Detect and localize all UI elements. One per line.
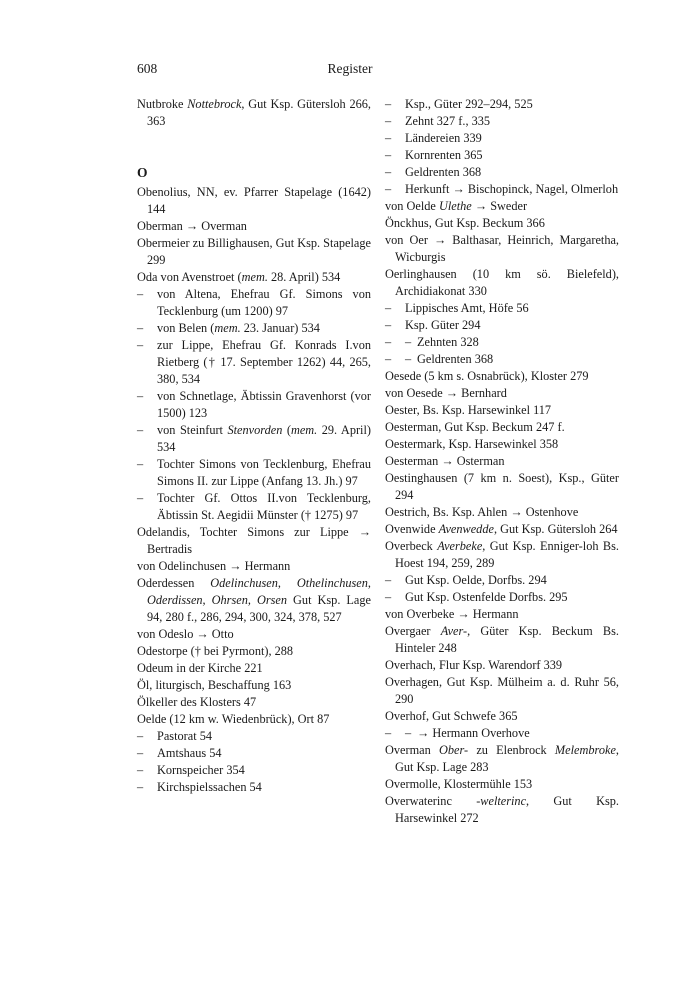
index-entry: Öl, liturgisch, Beschaffung 163 bbox=[137, 678, 292, 692]
index-entry: Ovenwide Avenwedde, Gut Ksp. Gütersloh 264 bbox=[385, 522, 618, 536]
index-subentry: – Ksp. Güter 294 bbox=[385, 318, 481, 332]
index-entry: Oestinghausen (7 km n. Soest), Ksp., Güter 294 bbox=[385, 471, 619, 502]
index-entry: Oester, Bs. Ksp. Harsewinkel 117 bbox=[385, 403, 552, 417]
page-number: 608 bbox=[137, 61, 158, 76]
index-subentry: – Kornrenten 365 bbox=[385, 148, 483, 162]
index-subentry: – Amtshaus 54 bbox=[137, 746, 222, 760]
index-entry: von Oelde Ulethe → Sweder bbox=[385, 199, 528, 213]
index-subentry: – Lippisches Amt, Höfe 56 bbox=[385, 301, 529, 315]
index-subentry: – von Altena, Ehefrau Gf. Simons von Tecklenburg (um 1200) 97 bbox=[137, 287, 371, 318]
index-subentry: – Herkunft → Bischopinck, Nagel, Olmerloh bbox=[385, 182, 619, 196]
index-entry: Odelandis, Tochter Simons zur Lippe → Bertradis bbox=[137, 525, 371, 556]
index-subentry: – zur Lippe, Ehefrau Gf. Konrads I.von Rietberg († 17. September 1262) 44, 265, 380, 534 bbox=[137, 338, 371, 386]
index-column-left bbox=[137, 96, 371, 796]
index-entry: Oberman → Overman bbox=[137, 219, 247, 233]
index-entry: Overbeck Averbeke, Gut Ksp. Enniger-loh Bs. Hoest 194, 259, 289 bbox=[385, 539, 619, 570]
index-entry: von Oer → Balthasar, Heinrich, Margaretha, Wicburgis bbox=[385, 233, 619, 264]
index-entry: Oestermark, Ksp. Harsewinkel 358 bbox=[385, 437, 559, 451]
index-subentry: – von Schnetlage, Äbtissin Gravenhorst (vor 1500) 123 bbox=[137, 389, 371, 420]
index-entry: Oda von Avenstroet (mem. 28. April) 534 bbox=[137, 270, 341, 284]
index-subentry: – von Steinfurt Stenvorden (mem. 29. April) 534 bbox=[137, 423, 371, 454]
index-entry: Overwaterinc -welterinc, Gut Ksp. Harsewinkel 272 bbox=[385, 794, 619, 825]
index-entry: Oelde (12 km w. Wiedenbrück), Ort 87 bbox=[137, 712, 330, 726]
index-subsubentry: – – → Hermann Overhove bbox=[385, 726, 530, 740]
index-subentry: – Tochter Gf. Ottos II.von Tecklenburg, Äbtissin St. Aegidii Münster († 1275) 97 bbox=[137, 491, 371, 522]
index-entry: Oestrich, Bs. Ksp. Ahlen → Ostenhove bbox=[385, 505, 579, 519]
index-subentry: – Geldrenten 368 bbox=[385, 165, 482, 179]
index-entry: Oesede (5 km s. Osnabrück), Kloster 279 bbox=[385, 369, 589, 383]
running-head: Register bbox=[327, 61, 373, 76]
section-letter: O bbox=[137, 165, 148, 180]
index-entry: Overhof, Gut Schwefe 365 bbox=[385, 709, 518, 723]
index-entry: von Oesede → Bernhard bbox=[385, 386, 507, 400]
index-entry: von Overbeke → Hermann bbox=[385, 607, 519, 621]
index-entry: Oesterman → Osterman bbox=[385, 454, 505, 468]
index-entry: Odeum in der Kirche 221 bbox=[137, 661, 263, 675]
index-entry: Önckhus, Gut Ksp. Beckum 366 bbox=[385, 216, 545, 230]
index-entry: Overmolle, Klostermühle 153 bbox=[385, 777, 533, 791]
index-subentry: – Zehnt 327 f., 335 bbox=[385, 114, 491, 128]
index-entry: Obenolius, NN, ev. Pfarrer Stapelage (1642) 144 bbox=[137, 185, 371, 216]
index-entry: von Odeslo → Otto bbox=[137, 627, 234, 641]
index-subsubentry: – – Geldrenten 368 bbox=[385, 352, 494, 366]
index-entry: von Odelinchusen → Hermann bbox=[137, 559, 291, 573]
index-subentry: – Kirchspielssachen 54 bbox=[137, 780, 262, 794]
index-entry: Oesterman, Gut Ksp. Beckum 247 f. bbox=[385, 420, 565, 434]
index-subentry: – Gut Ksp. Ostenfelde Dorfbs. 295 bbox=[385, 590, 568, 604]
index-entry: Oderdessen Odelinchusen, Othelinchusen, Oderdissen, Ohrsen, Orsen Gut Ksp. Lage 94, 280 f., 286, 294, 300, 324, 378, 527 bbox=[137, 576, 371, 624]
index-entry: Oerlinghausen (10 km sö. Bielefeld), Archidiakonat 330 bbox=[385, 267, 619, 298]
index-entry: Odestorpe († bei Pyrmont), 288 bbox=[137, 644, 294, 658]
index-entry: Overgaer Aver-, Güter Ksp. Beckum Bs. Hinteler 248 bbox=[385, 624, 619, 655]
index-subentry: – Pastorat 54 bbox=[137, 729, 212, 743]
index-subentry: – Kornspeicher 354 bbox=[137, 763, 245, 777]
index-subentry: – von Belen (mem. 23. Januar) 534 bbox=[137, 321, 320, 335]
index-column-right bbox=[385, 96, 619, 827]
index-subsubentry: – – Zehnten 328 bbox=[385, 335, 479, 349]
index-subentry: – Ksp., Güter 292–294, 525 bbox=[385, 97, 533, 111]
index-subentry: – Gut Ksp. Oelde, Dorfbs. 294 bbox=[385, 573, 547, 587]
index-subentry: – Ländereien 339 bbox=[385, 131, 482, 145]
index-subentry: – Tochter Simons von Tecklenburg, Ehefrau Simons II. zur Lippe (Anfang 13. Jh.) 97 bbox=[137, 457, 371, 488]
index-entry: Overman Ober- zu Elenbrock Melembroke, Gut Ksp. Lage 283 bbox=[385, 743, 619, 774]
index-entry: Ölkeller des Klosters 47 bbox=[137, 695, 257, 709]
index-entry: Overhach, Flur Ksp. Warendorf 339 bbox=[385, 658, 563, 672]
index-entry: Nutbroke Nottebrock, Gut Ksp. Gütersloh 266, 363 bbox=[137, 97, 371, 128]
index-entry: Overhagen, Gut Ksp. Mülheim a. d. Ruhr 56, 290 bbox=[385, 675, 619, 706]
index-entry: Obermeier zu Billighausen, Gut Ksp. Stapelage 299 bbox=[137, 236, 371, 267]
